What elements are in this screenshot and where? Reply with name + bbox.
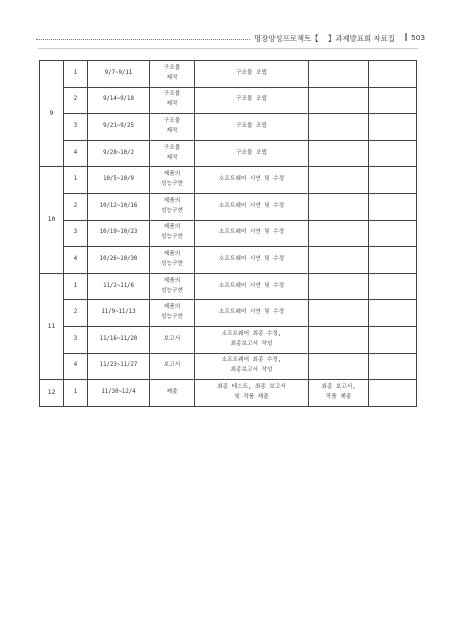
week-cell: 2 (64, 87, 88, 114)
week-cell: 2 (64, 193, 88, 220)
task-cell: 구조물 조립 (195, 140, 309, 167)
task-cell: 구조물 조립 (195, 114, 309, 141)
deliverable-cell (309, 247, 369, 274)
week-cell: 4 (64, 247, 88, 274)
activity-type-cell: 제품의 성능구현 (150, 167, 195, 194)
task-cell: 소프트웨어 시연 및 수정 (195, 300, 309, 327)
task-cell: 소프트웨어 시연 및 수정 (195, 193, 309, 220)
date-range-cell: 10/26~10/30 (88, 247, 150, 274)
week-cell: 1 (64, 61, 88, 88)
activity-type-cell: 보고서 (150, 326, 195, 353)
blank-cell (369, 380, 417, 407)
week-cell: 3 (64, 114, 88, 141)
blank-cell (369, 114, 417, 141)
activity-type-cell: 제품의 성능구현 (150, 220, 195, 247)
activity-type-cell: 구조물 제작 (150, 87, 195, 114)
header-title: 명장양성프로젝트【 (254, 34, 319, 43)
blank-cell (369, 220, 417, 247)
week-cell: 1 (64, 273, 88, 300)
deliverable-cell (309, 273, 369, 300)
blank-cell (369, 193, 417, 220)
blank-cell (369, 167, 417, 194)
header-dotted-rule (36, 39, 250, 40)
date-range-cell: 9/14~9/18 (88, 87, 150, 114)
month-cell: 12 (40, 380, 64, 407)
deliverable-cell (309, 87, 369, 114)
blank-cell (369, 61, 417, 88)
month-cell: 11 (40, 273, 64, 379)
activity-type-cell: 제출 (150, 380, 195, 407)
week-cell: 1 (64, 380, 88, 407)
deliverable-cell (309, 353, 369, 380)
task-cell: 소프트웨어 시연 및 수정 (195, 273, 309, 300)
date-range-cell: 11/23~11/27 (88, 353, 150, 380)
date-range-cell: 9/28~10/2 (88, 140, 150, 167)
date-range-cell: 10/19~10/23 (88, 220, 150, 247)
header-subtitle: 】과제발표회 자료집 (328, 34, 395, 43)
deliverable-cell (309, 61, 369, 88)
task-cell: 구조물 조립 (195, 87, 309, 114)
schedule-row (40, 220, 417, 247)
week-cell: 2 (64, 300, 88, 327)
deliverable-cell (309, 300, 369, 327)
header-rule (38, 48, 418, 49)
blank-cell (369, 326, 417, 353)
page-number: 503 (411, 33, 426, 42)
activity-type-cell: 구조물 제작 (150, 140, 195, 167)
schedule-row (40, 114, 417, 141)
deliverable-cell (309, 140, 369, 167)
week-cell: 4 (64, 353, 88, 380)
deliverable-cell (309, 326, 369, 353)
blank-cell (369, 353, 417, 380)
task-cell: 소프트웨어 시연 및 수정 (195, 167, 309, 194)
schedule-table (39, 60, 417, 407)
date-range-cell: 11/30~12/4 (88, 380, 150, 407)
week-cell: 1 (64, 167, 88, 194)
task-cell: 소프트웨어 최종 수정, 최종보고서 작성 (195, 326, 309, 353)
date-range-cell: 9/7~9/11 (88, 61, 150, 88)
task-cell: 구조물 조립 (195, 61, 309, 88)
activity-type-cell: 제품의 성능구현 (150, 273, 195, 300)
activity-type-cell: 제품의 성능구현 (150, 300, 195, 327)
date-range-cell: 11/2~11/6 (88, 273, 150, 300)
blank-cell (369, 87, 417, 114)
schedule-row (40, 87, 417, 114)
schedule-row (40, 380, 417, 407)
header-separator: ‖ (404, 32, 408, 41)
task-cell: 소프트웨어 시연 및 수정 (195, 247, 309, 274)
activity-type-cell: 구조물 제작 (150, 114, 195, 141)
week-cell: 3 (64, 326, 88, 353)
task-cell: 소프트웨어 최종 수정, 최종보고서 작성 (195, 353, 309, 380)
activity-type-cell: 제품의 성능구현 (150, 193, 195, 220)
month-cell: 10 (40, 167, 64, 273)
running-header (36, 32, 426, 46)
week-cell: 4 (64, 140, 88, 167)
schedule-row (40, 140, 417, 167)
schedule-row (40, 300, 417, 327)
blank-cell (369, 300, 417, 327)
activity-type-cell: 보고서 (150, 353, 195, 380)
date-range-cell: 9/21~9/25 (88, 114, 150, 141)
schedule-body (40, 61, 417, 407)
deliverable-cell (309, 193, 369, 220)
schedule-row (40, 326, 417, 353)
deliverable-cell: 최종 보고서, 작품 제출 (309, 380, 369, 407)
schedule-row (40, 193, 417, 220)
activity-type-cell: 제품의 성능구현 (150, 247, 195, 274)
blank-cell (369, 273, 417, 300)
blank-cell (369, 247, 417, 274)
blank-cell (369, 140, 417, 167)
date-range-cell: 10/5~10/9 (88, 167, 150, 194)
task-cell: 소프트웨어 시연 및 수정 (195, 220, 309, 247)
deliverable-cell (309, 114, 369, 141)
deliverable-cell (309, 220, 369, 247)
date-range-cell: 11/9~11/13 (88, 300, 150, 327)
schedule-row (40, 247, 417, 274)
schedule-row (40, 273, 417, 300)
date-range-cell: 10/12~10/16 (88, 193, 150, 220)
activity-type-cell: 구조물 제작 (150, 61, 195, 88)
month-cell: 9 (40, 61, 64, 167)
schedule-row (40, 167, 417, 194)
task-cell: 최종 테스트, 최종 보고서 및 작품 제출 (195, 380, 309, 407)
schedule-row (40, 353, 417, 380)
week-cell: 3 (64, 220, 88, 247)
schedule-row (40, 61, 417, 88)
deliverable-cell (309, 167, 369, 194)
date-range-cell: 11/16~11/20 (88, 326, 150, 353)
